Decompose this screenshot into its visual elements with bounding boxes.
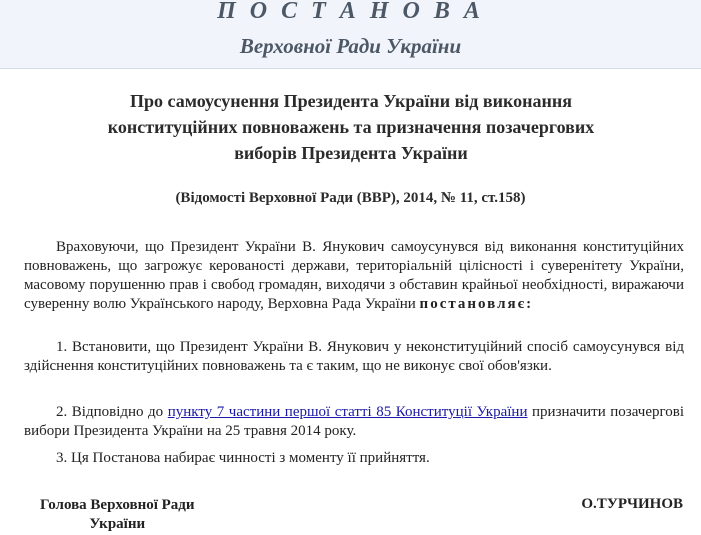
- position-line-1: Голова Верховної Ради: [40, 497, 195, 513]
- resolves-word: постановляє:: [419, 296, 534, 312]
- constitution-link[interactable]: пункту 7 частини першої статті 85 Конституції України: [167, 404, 528, 420]
- document-type: П О С Т А Н О В А: [217, 0, 484, 24]
- title-line-1: Про самоусунення Президента України від виконання: [130, 91, 572, 111]
- item-3: 3. Ця Постанова набирає чинності з моменту її прийняття.: [56, 450, 430, 466]
- title-line-3: виборів Президента України: [234, 143, 468, 163]
- issuer-name: Верховної Ради України: [239, 34, 462, 58]
- document-title: [60, 88, 642, 166]
- item-2: [24, 403, 684, 441]
- preamble-paragraph: [24, 238, 684, 314]
- title-line-2: конституційних повноважень та призначення позачергових: [107, 117, 595, 137]
- preamble-text: Враховуючи, що Президент України В. Янукович самоусунувся від виконання конституційних повноважень, що загрожує керованості держави, територіальній цілісності і суверенітету України, масовому порушенню прав і свобод громадян, виходячи з обставин крайньої необхідності, виражаючи суверенну волю Українського народу, Верховна Рада України: [24, 239, 684, 312]
- item-1: 1. Встановити, що Президент України В. Янукович у неконституційний спосіб самоусунувся від здійснення конституційних повноважень та є таким, що не виконує свої обов'язки.: [24, 339, 684, 374]
- position-line-2: України: [89, 516, 146, 532]
- document-header: [0, 0, 701, 69]
- signatory-name: О.ТУРЧИНОВ: [581, 496, 683, 512]
- item-2-before: 2. Відповідно до: [56, 404, 168, 420]
- signatory-position: [40, 496, 195, 534]
- publication-source: (Відомості Верховної Ради (ВВР), 2014, № 11, ст.158): [175, 190, 526, 206]
- item-2-after: призначити позачергові вибори Президента України на 25 травня 2014 року.: [24, 404, 685, 439]
